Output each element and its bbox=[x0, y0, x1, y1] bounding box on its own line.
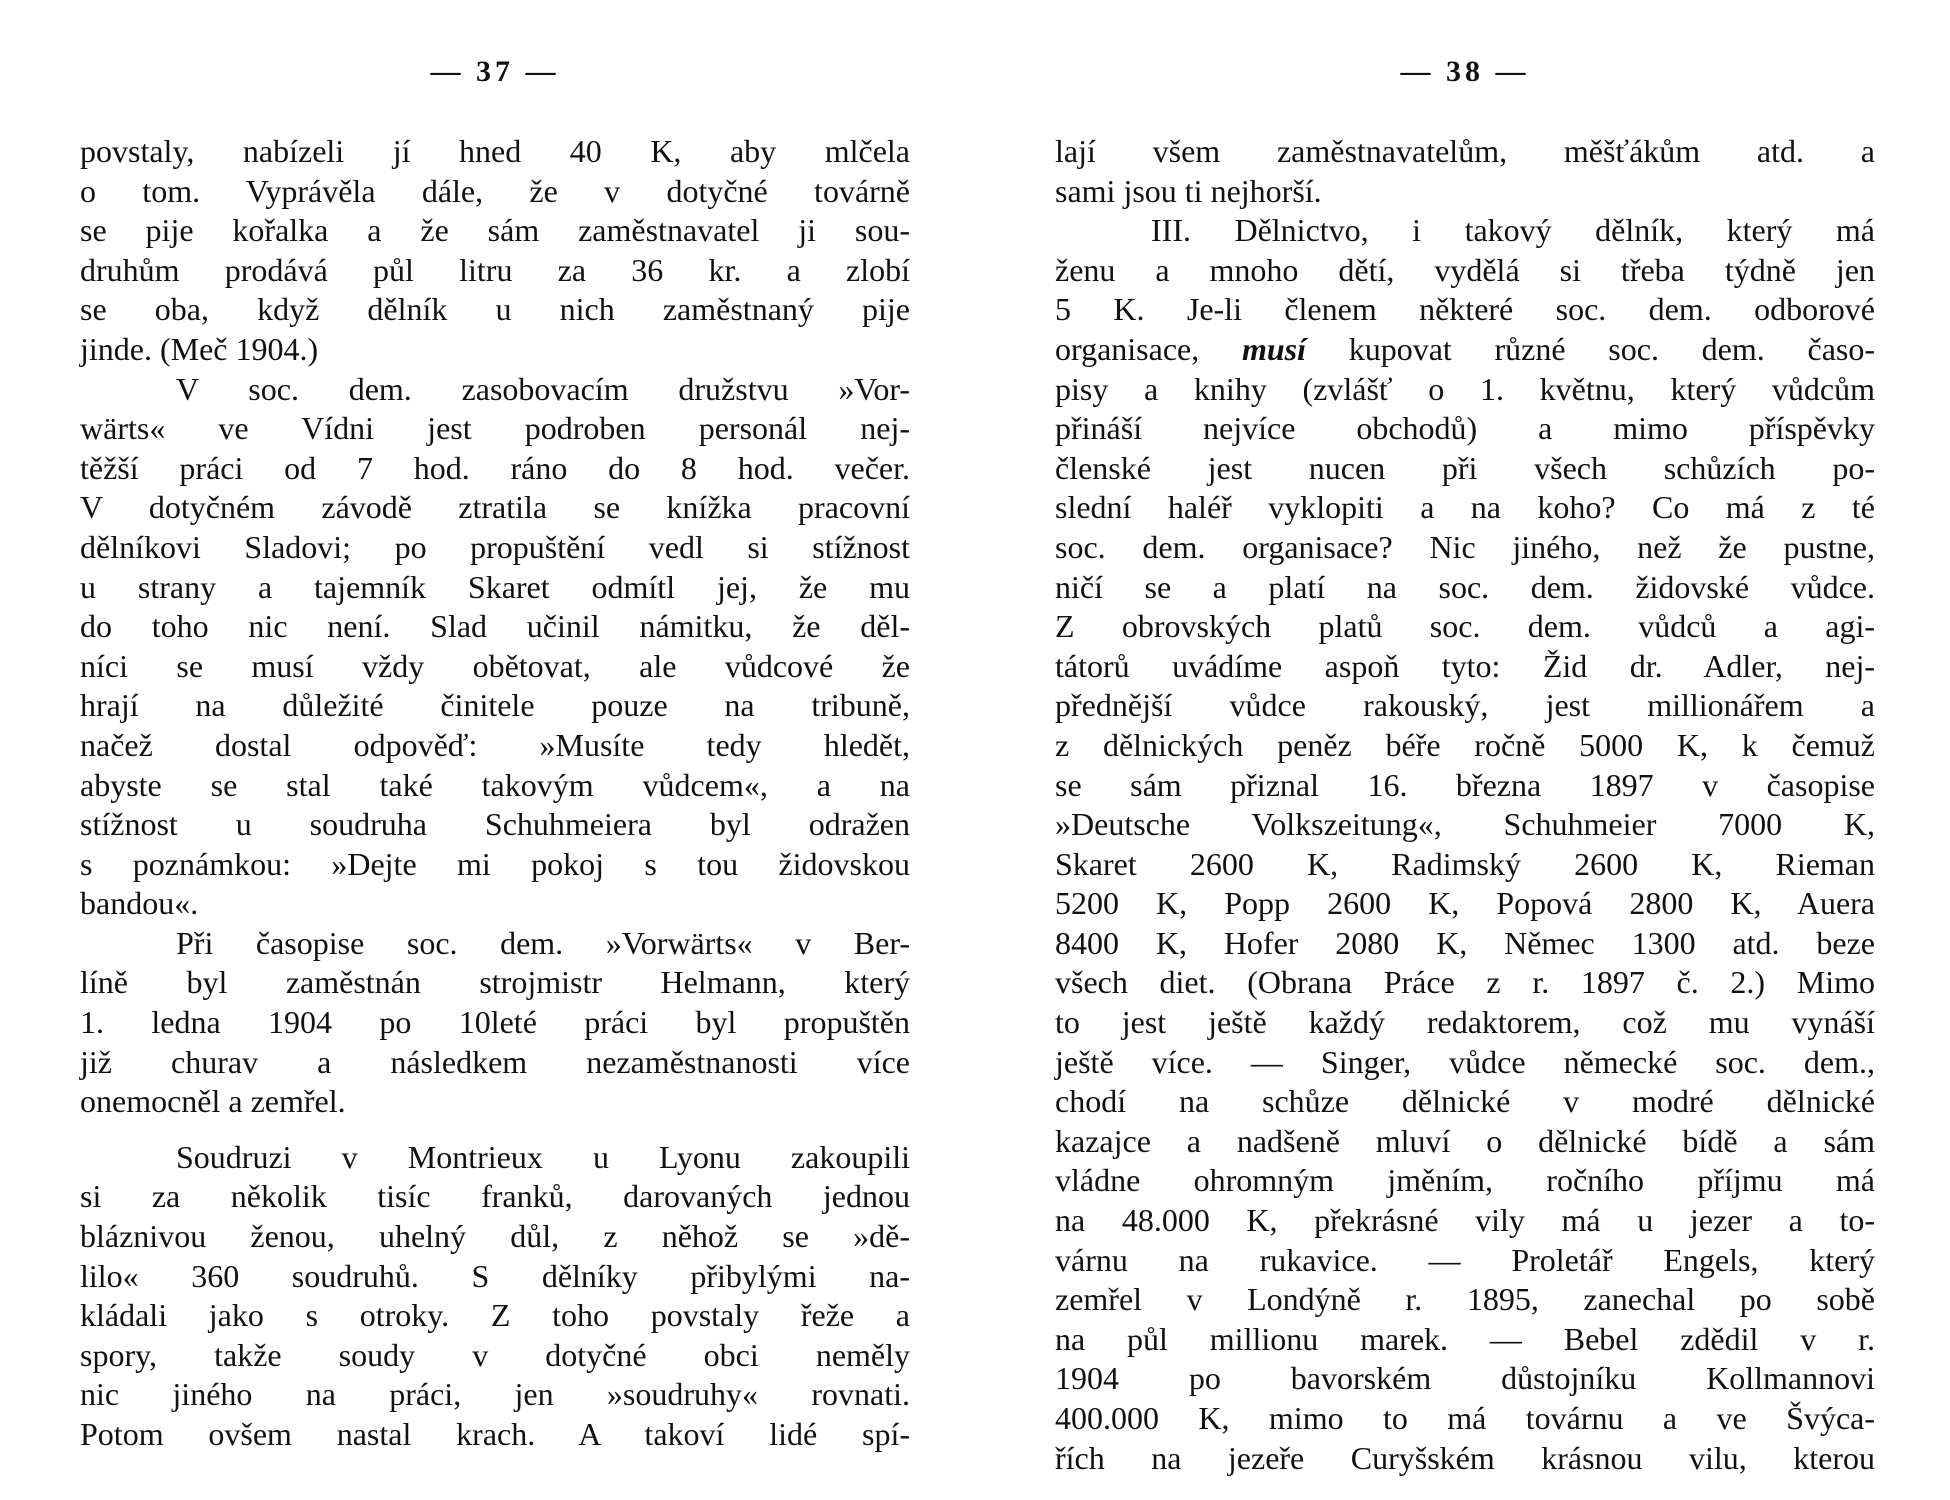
text-line: kládali jako s otroky. Z toho povstaly řeže a bbox=[80, 1297, 910, 1334]
text-line: spory, takže soudy v dotyčné obci neměly bbox=[80, 1336, 910, 1373]
text-line: o tom. Vyprávěla dále, že v dotyčné továrně bbox=[80, 172, 910, 209]
text-line: nic jiného na práci, jen »soudruhy« rovnati. bbox=[80, 1376, 910, 1413]
left-page bbox=[80, 0, 910, 1500]
text-line: jinde. (Meč 1904.) bbox=[80, 330, 319, 367]
paragraph bbox=[80, 132, 910, 370]
text-line: 8400 K, Hofer 2080 K, Němec 1300 atd. beze bbox=[1055, 924, 1875, 961]
paragraph bbox=[80, 924, 910, 1122]
left-page-text bbox=[80, 132, 910, 1455]
text-line: se oba, když dělník u nich zaměstnaný pije bbox=[80, 291, 910, 328]
text-line: slední haléř vyklopiti a na koho? Co má z té bbox=[1055, 489, 1875, 526]
text-line: 400.000 K, mimo to má továrnu a ve Švýca- bbox=[1055, 1400, 1875, 1436]
paragraph bbox=[80, 370, 910, 924]
text-line: chodí na schůze dělnické v modré dělnické bbox=[1055, 1083, 1875, 1120]
text-line: přináší nejvíce obchodů) a mimo příspěvky bbox=[1055, 410, 1875, 447]
text-line: z dělnických peněz béře ročně 5000 K, k čemuž bbox=[1055, 726, 1875, 763]
text-line: hrají na důležité činitele pouze na tribuně, bbox=[80, 687, 910, 724]
left-page-number: — 37 — bbox=[430, 55, 560, 88]
text-line: stížnost u soudruha Schuhmeiera byl odražen bbox=[80, 806, 910, 843]
text-line: lilo« 360 soudruhů. S dělníky přibylými na- bbox=[80, 1257, 910, 1294]
text-line: ničí se a platí na soc. dem. židovské vůdce. bbox=[1055, 568, 1875, 605]
text-line: si za několik tisíc franků, darovaných jednou bbox=[80, 1178, 910, 1215]
text-line: níci se musí vždy obětovat, ale vůdcové že bbox=[80, 647, 910, 684]
text-line: organisace, musí kupovat různé soc. dem. časo- bbox=[1055, 330, 1875, 367]
text-line: »Deutsche Volkszeitung«, Schuhmeier 7000 K, bbox=[1055, 806, 1875, 843]
text-line: řích na jezeře Curyšském krásnou vilu, kterou bbox=[1055, 1439, 1875, 1476]
text-line: 5200 K, Popp 2600 K, Popová 2800 K, Auera bbox=[1055, 885, 1875, 922]
text-line: III. Dělnictvo, i takový dělník, který má bbox=[1151, 212, 1875, 249]
text-line: Při časopise soc. dem. »Vorwärts« v Ber- bbox=[176, 924, 910, 961]
text-line: Skaret 2600 K, Radimský 2600 K, Rieman bbox=[1055, 845, 1875, 882]
text-line: 5 K. Je-li členem některé soc. dem. odborové bbox=[1055, 291, 1875, 328]
text-line: pisy a knihy (zvlášť o 1. květnu, který vůdcům bbox=[1055, 370, 1875, 407]
text-line: načež dostal odpověď: »Musíte tedy hledět, bbox=[80, 726, 910, 763]
right-page bbox=[1055, 0, 1875, 1500]
text-line: várnu na rukavice. — Proletář Engels, který bbox=[1055, 1241, 1875, 1278]
text-line: na 48.000 K, překrásné vily má u jezer a to- bbox=[1055, 1202, 1875, 1239]
text-line: líně byl zaměstnán strojmistr Helmann, který bbox=[80, 964, 910, 1001]
text-line: to jest ještě každý redaktorem, což mu vynáší bbox=[1055, 1004, 1875, 1041]
paragraph-gap bbox=[80, 1122, 910, 1138]
text-line: s poznámkou: »Dejte mi pokoj s tou židovskou bbox=[80, 845, 910, 882]
paragraph bbox=[1055, 211, 1875, 1478]
text-line: se sám přiznal 16. března 1897 v časopise bbox=[1055, 766, 1875, 803]
text-line: 1. ledna 1904 po 10leté práci byl propuštěn bbox=[80, 1004, 910, 1041]
text-line: bláznivou ženou, uhelný důl, z něhož se »dě- bbox=[80, 1218, 910, 1255]
text-line: vládne ohromným jměním, ročního příjmu má bbox=[1055, 1162, 1875, 1199]
right-page-text bbox=[1055, 132, 1875, 1478]
paragraph bbox=[1055, 132, 1875, 211]
text-line: Soudruzi v Montrieux u Lyonu zakoupili bbox=[176, 1138, 910, 1175]
paragraph bbox=[80, 1138, 910, 1455]
text-line: zemřel v Londýně r. 1895, zanechal po sobě bbox=[1055, 1281, 1875, 1318]
text-line: druhům prodává půl litru za 36 kr. a zlobí bbox=[80, 251, 910, 288]
text-line: u strany a tajemník Skaret odmítl jej, že mu bbox=[80, 568, 910, 605]
text-line: tátorů uvádíme aspoň tyto: Žid dr. Adler, nej- bbox=[1055, 647, 1875, 684]
text-line: kazajce a nadšeně mluví o dělnické bídě a sám bbox=[1055, 1122, 1875, 1159]
text-line: přednější vůdce rakouský, jest millionářem a bbox=[1055, 687, 1875, 724]
text-line: již churav a následkem nezaměstnanosti více bbox=[80, 1043, 910, 1080]
text-line: 1904 po bavorském důstojníku Kollmannovi bbox=[1055, 1360, 1875, 1397]
text-line: abyste se stal také takovým vůdcem«, a na bbox=[80, 766, 910, 803]
text-line: dělníkovi Sladovi; po propuštění vedl si stížnost bbox=[80, 528, 910, 565]
text-line: bandou«. bbox=[80, 885, 199, 922]
text-line: na půl millionu marek. — Bebel zdědil v r. bbox=[1055, 1320, 1875, 1357]
text-line: se pije kořalka a že sám zaměstnavatel ji sou- bbox=[80, 212, 910, 249]
right-page-number: — 38 — bbox=[1400, 55, 1530, 88]
text-line: do toho nic není. Slad učinil námitku, že děl- bbox=[80, 608, 910, 645]
text-line: soc. dem. organisace? Nic jiného, než že pustne, bbox=[1055, 528, 1875, 565]
text-line: Z obrovských platů soc. dem. vůdců a agi- bbox=[1055, 608, 1875, 645]
text-line: ženu a mnoho dětí, vydělá si třeba týdně jen bbox=[1055, 251, 1875, 288]
text-line: povstaly, nabízeli jí hned 40 K, aby mlčela bbox=[80, 133, 910, 169]
text-line: V dotyčném závodě ztratila se knížka pracovní bbox=[80, 489, 910, 526]
text-line: všech diet. (Obrana Práce z r. 1897 č. 2.) Mimo bbox=[1055, 964, 1875, 1001]
text-line: sami jsou ti nejhorší. bbox=[1055, 172, 1322, 209]
text-line: Potom ovšem nastal krach. A takoví lidé spí- bbox=[80, 1416, 910, 1452]
text-line: wärts« ve Vídni jest podroben personál nej- bbox=[80, 410, 910, 447]
text-line: ještě více. — Singer, vůdce německé soc. dem., bbox=[1055, 1043, 1875, 1080]
text-line: členské jest nucen při všech schůzích po- bbox=[1055, 449, 1875, 486]
emphasized-word: musí bbox=[1241, 330, 1306, 367]
text-line: V soc. dem. zasobovacím družstvu »Vor- bbox=[176, 370, 910, 407]
text-line: těžší práci od 7 hod. ráno do 8 hod. večer. bbox=[80, 449, 910, 486]
text-line: onemocněl a zemřel. bbox=[80, 1083, 346, 1120]
text-line: lají všem zaměstnavatelům, měšťákům atd. a bbox=[1055, 133, 1875, 169]
